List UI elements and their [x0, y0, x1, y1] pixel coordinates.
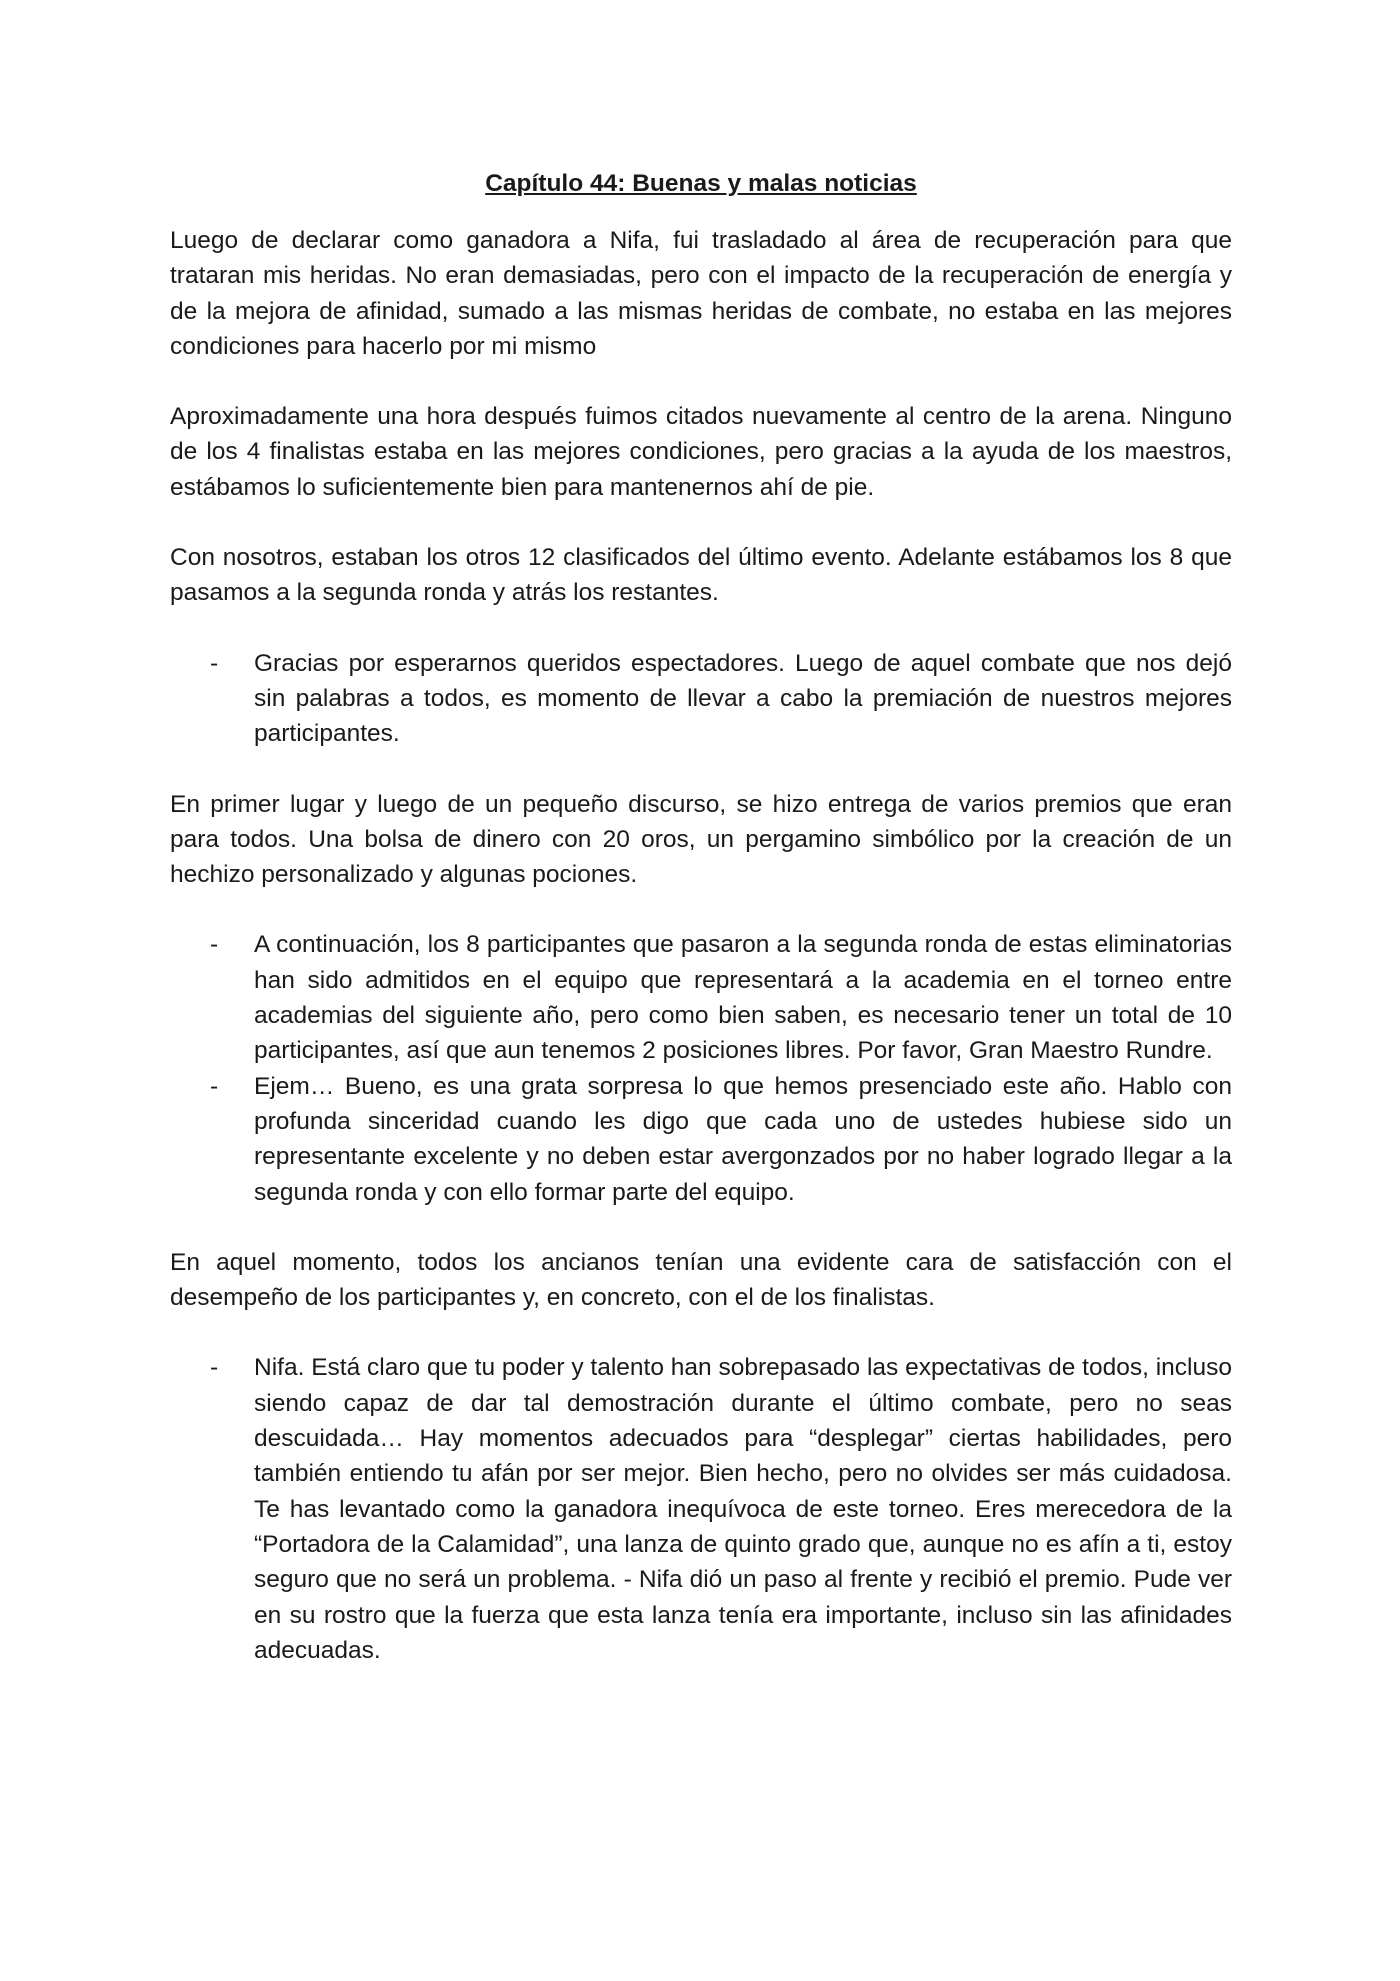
- dialogue-text: Nifa. Está claro que tu poder y talento han sobrepasado las expectativas de todos, incluso siendo capaz de dar tal demostración durante el último combate, pero no seas descuidada… Hay momentos adecuados para “desplegar” ciertas habilidades, pero también entiendo tu afán por ser mejor. Bien hecho, pero no olvides ser más cuidadosa. Te has levantado como la ganadora inequívoca de este torneo. Eres merecedora de la “Portadora de la Calamidad”, una lanza de quinto grado que, aunque no es afín a ti, estoy seguro que no será un problema. - Nifa dió un paso al frente y recibió el premio. Pude ver en su rostro que la fuerza que esta lanza tenía era importante, incluso sin las afinidades adecuadas.: [254, 1354, 1232, 1664]
- document-page: [170, 166, 1232, 1703]
- dialogue-dash: -: [210, 931, 219, 959]
- paragraph: En aquel momento, todos los ancianos tenían una evidente cara de satisfacción con el desempeño de los participantes y, en concreto, con el de los finalistas.: [170, 1248, 1232, 1312]
- dialogue-dash: -: [210, 1072, 219, 1100]
- chapter-title: Capítulo 44: Buenas y malas noticias: [485, 170, 917, 197]
- dialogue-dash: -: [210, 649, 219, 677]
- dialogue-line: [170, 1350, 1232, 1668]
- paragraph: En primer lugar y luego de un pequeño discurso, se hizo entrega de varios premios que eran para todos. Una bolsa de dinero con 20 oros, un pergamino simbólico por la creación de un hechizo personalizado y algunas pociones.: [170, 790, 1232, 889]
- dialogue-line: [170, 646, 1232, 752]
- dialogue-text: Ejem… Bueno, es una grata sorpresa lo que hemos presenciado este año. Hablo con profunda sinceridad cuando les digo que cada uno de ustedes hubiese sido un representante excelente y no deben estar avergonzados por no haber logrado llegar a la segunda ronda y con ello formar parte del equipo.: [254, 1072, 1232, 1206]
- dialogue-text: A continuación, los 8 participantes que pasaron a la segunda ronda de estas eliminatorias han sido admitidos en el equipo que representará a la academia en el torneo entre academias del siguiente año, pero como bien saben, es necesario tener un total de 10 participantes, así que aun tenemos 2 posiciones libres. Por favor, Gran Maestro Rundre.: [254, 931, 1232, 1065]
- dialogue-line: [170, 927, 1232, 1068]
- dialogue-line: [170, 1069, 1232, 1210]
- paragraph: Con nosotros, estaban los otros 12 clasificados del último evento. Adelante estábamos los 8 que pasamos a la segunda ronda y atrás los restantes.: [170, 544, 1232, 607]
- dialogue-text: Gracias por esperarnos queridos espectadores. Luego de aquel combate que nos dejó sin palabras a todos, es momento de llevar a cabo la premiación de nuestros mejores participantes.: [254, 649, 1232, 748]
- paragraph: Aproximadamente una hora después fuimos citados nuevamente al centro de la arena. Ninguno de los 4 finalistas estaba en las mejores condiciones, pero gracias a la ayuda de los maestros, estábamos lo suficientemente bien para mantenernos ahí de pie.: [170, 403, 1232, 501]
- dialogue-dash: -: [210, 1354, 219, 1382]
- dialogue-list: [170, 646, 1232, 752]
- dialogue-list: [170, 1350, 1232, 1668]
- paragraph: Luego de declarar como ganadora a Nifa, fui trasladado al área de recuperación para que trataran mis heridas. No eran demasiadas, pero con el impacto de la recuperación de energía y de la mejora de afinidad, sumado a las mismas heridas de combate, no estaba en las mejores condiciones para hacerlo por mi mismo: [170, 227, 1232, 360]
- dialogue-list: [170, 927, 1232, 1209]
